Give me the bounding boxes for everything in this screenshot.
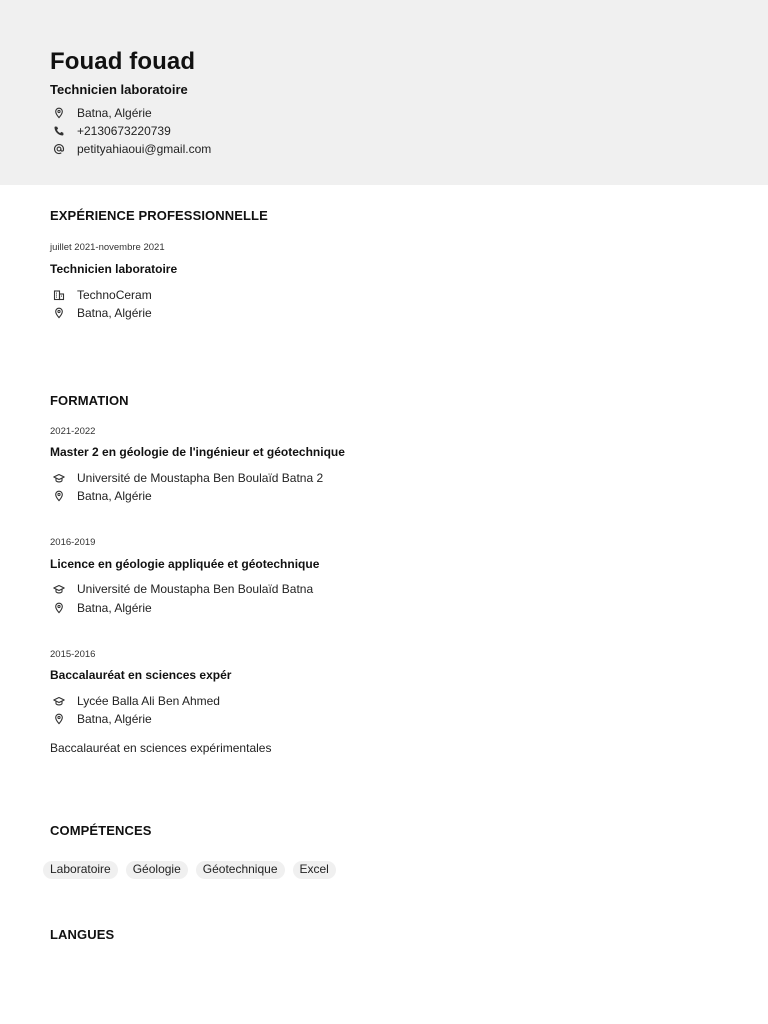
location-pin-icon (50, 599, 68, 617)
experience-company (50, 286, 152, 304)
location-pin-icon (50, 710, 68, 728)
education-location-text-2: Batna, Algérie (77, 601, 152, 615)
experience-location-text: Batna, Algérie (77, 306, 152, 320)
graduation-cap-icon (50, 469, 68, 487)
skill-tag-geologie: Géologie (126, 861, 188, 879)
section-title-experience: EXPÉRIENCE PROFESSIONNELLE (50, 208, 268, 223)
phone-icon (50, 122, 68, 140)
candidate-name: Fouad fouad (50, 48, 196, 75)
education-school-1 (50, 469, 323, 487)
location-pin-icon (50, 104, 68, 122)
education-date-2: 2016-2019 (50, 537, 96, 548)
contact-phone (50, 122, 171, 140)
skill-tag-excel: Excel (293, 861, 336, 879)
education-school-text-3: Lycée Balla Ali Ben Ahmed (77, 694, 220, 708)
education-location-1 (50, 487, 152, 505)
education-title-2: Licence en géologie appliquée et géotechnique (50, 557, 320, 571)
candidate-job-title: Technicien laboratoire (50, 82, 188, 97)
education-location-2 (50, 599, 152, 617)
contact-phone-text: +2130673220739 (77, 124, 171, 138)
education-school-3 (50, 692, 220, 710)
graduation-cap-icon (50, 692, 68, 710)
at-sign-icon (50, 140, 68, 158)
experience-company-text: TechnoCeram (77, 288, 152, 302)
contact-email (50, 140, 211, 158)
education-title-1: Master 2 en géologie de l'ingénieur et géotechnique (50, 445, 345, 459)
graduation-cap-icon (50, 580, 68, 598)
education-location-text-3: Batna, Algérie (77, 712, 152, 726)
location-pin-icon (50, 304, 68, 322)
education-school-2 (50, 580, 313, 598)
section-title-skills: COMPÉTENCES (50, 823, 152, 838)
experience-title: Technicien laboratoire (50, 262, 178, 276)
building-icon (50, 286, 68, 304)
location-pin-icon (50, 487, 68, 505)
education-description-3: Baccalauréat en sciences expérimentales (50, 741, 272, 755)
skills-list (43, 861, 336, 879)
education-title-3: Baccalauréat en sciences expér (50, 668, 232, 682)
experience-date: juillet 2021-novembre 2021 (50, 242, 165, 253)
section-title-languages: LANGUES (50, 927, 115, 942)
section-title-education: FORMATION (50, 393, 129, 408)
skill-tag-laboratoire: Laboratoire (43, 861, 118, 879)
contact-location (50, 104, 152, 122)
education-location-3 (50, 710, 152, 728)
education-date-1: 2021-2022 (50, 426, 96, 437)
education-location-text-1: Batna, Algérie (77, 489, 152, 503)
contact-location-text: Batna, Algérie (77, 106, 152, 120)
contact-email-text: petityahiaoui@gmail.com (77, 142, 212, 156)
education-school-text-2: Université de Moustapha Ben Boulaïd Batna (77, 582, 314, 596)
education-school-text-1: Université de Moustapha Ben Boulaïd Batna 2 (77, 471, 324, 485)
education-date-3: 2015-2016 (50, 649, 96, 660)
experience-location (50, 304, 152, 322)
skill-tag-geotechnique: Géotechnique (196, 861, 285, 879)
